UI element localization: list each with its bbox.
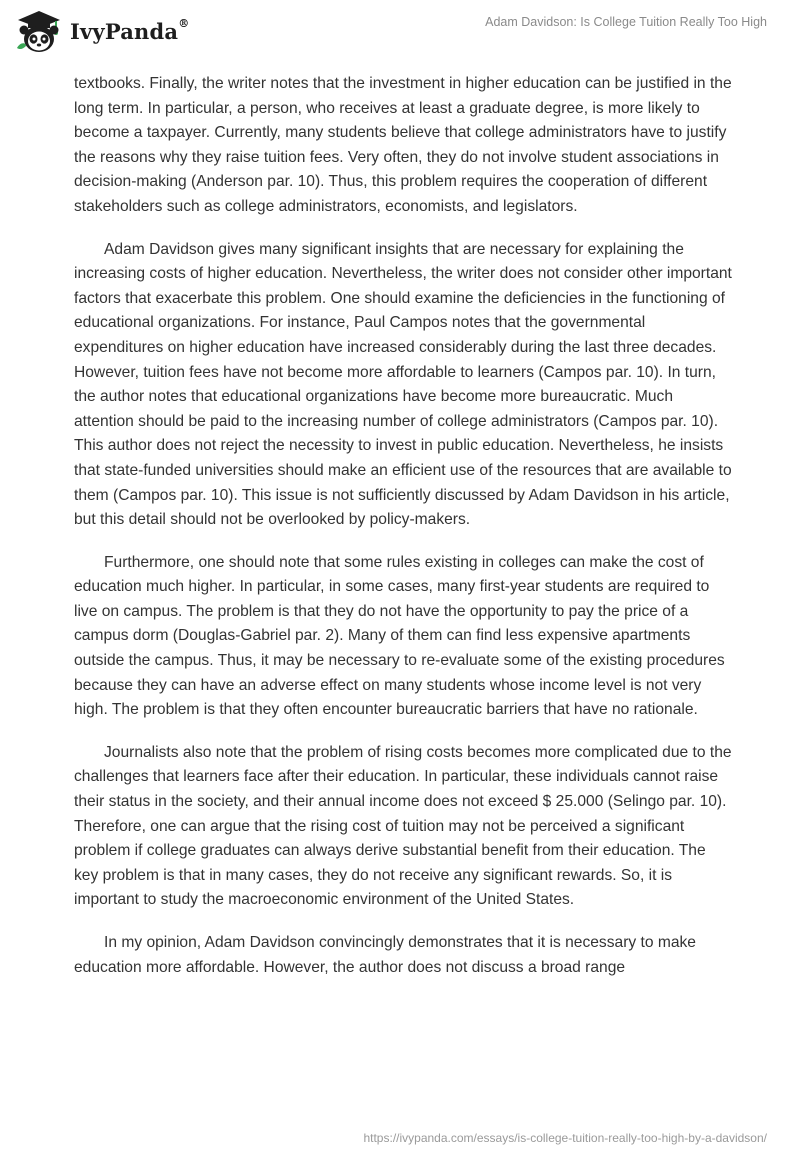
- paragraph-3: Furthermore, one should note that some rules existing in colleges can make the cost of education much higher. In particular, in some cases, many first-year students are required to live on campus. The problem is that they do not have the opportunity to pay the price of a campus dorm (Douglas-Gabriel par. 2). Many of them can find less expensive apartments outside the campus. Thus, it may be necessary to re-evaluate some of the existing procedures because they can have an adverse effect on many students whose income level is not very high. The problem is that they often encounter bureaucratic barriers that have no rationale.: [74, 553, 725, 719]
- paragraph-1: textbooks. Finally, the writer notes that the investment in higher education can be justified in the long term. In particular, a person, who receives at least a graduate degree, is more likely to become a taxpayer. Currently, many students believe that college administrators have to justify the reasons why they raise tuition fees. Very often, they do not involve student associations in decision-making (Anderson par. 10). Thus, this problem requires the cooperation of different stakeholders such as college administrators, economists, and legislators.: [74, 75, 732, 215]
- paragraph-5: In my opinion, Adam Davidson convincingly demonstrates that it is necessary to make education more affordable. However, the author does not discuss a broad range: [74, 934, 696, 976]
- page-header: [0, 0, 800, 60]
- essay-body: [74, 72, 734, 998]
- brand-logo[interactable]: [14, 8, 189, 54]
- brand-name: IvyPanda®: [70, 16, 190, 44]
- paragraph-2: Adam Davidson gives many significant insights that are necessary for explaining the increasing costs of higher education. Nevertheless, the writer does not consider other important factors that exacerbate this problem. One should examine the deficiencies in the functioning of educational organizations. For instance, Paul Campos notes that the governmental expenditures on higher education have increased considerably during the last three decades. However, tuition fees have not become more affordable to learners (Campos par. 10). In turn, the author notes that educational organizations have become more bureaucratic. Much attention should be paid to the increasing number of college administrators (Campos par. 10). This author does not reject the necessity to invest in public education. Nevertheless, he insists that state-funded universities should make an efficient use of the resources that are available to them (Campos par. 10). This issue is not sufficiently discussed by Adam Davidson in his article, but this detail should not be overlooked by policy-makers.: [74, 240, 732, 529]
- paragraph-4: Journalists also note that the problem of rising costs becomes more complicated due to the challenges that learners face after their education. In particular, these individuals cannot raise their status in the society, and their annual income does not exceed $ 25.000 (Selingo par. 10). Therefore, one can argue that the rising cost of tuition may not be perceived a significant problem if college graduates can always derive substantial benefit from their education. The key problem is that in many cases, they do not receive any significant rewards. So, it is important to study the macroeconomic environment of the United States.: [74, 743, 732, 909]
- source-url[interactable]: https://ivypanda.com/essays/is-college-tuition-really-too-high-by-a-davidson/: [363, 1131, 767, 1145]
- panda-graduate-logo-icon: [14, 8, 64, 54]
- document-running-title: Adam Davidson: Is College Tuition Really Too High: [485, 15, 767, 29]
